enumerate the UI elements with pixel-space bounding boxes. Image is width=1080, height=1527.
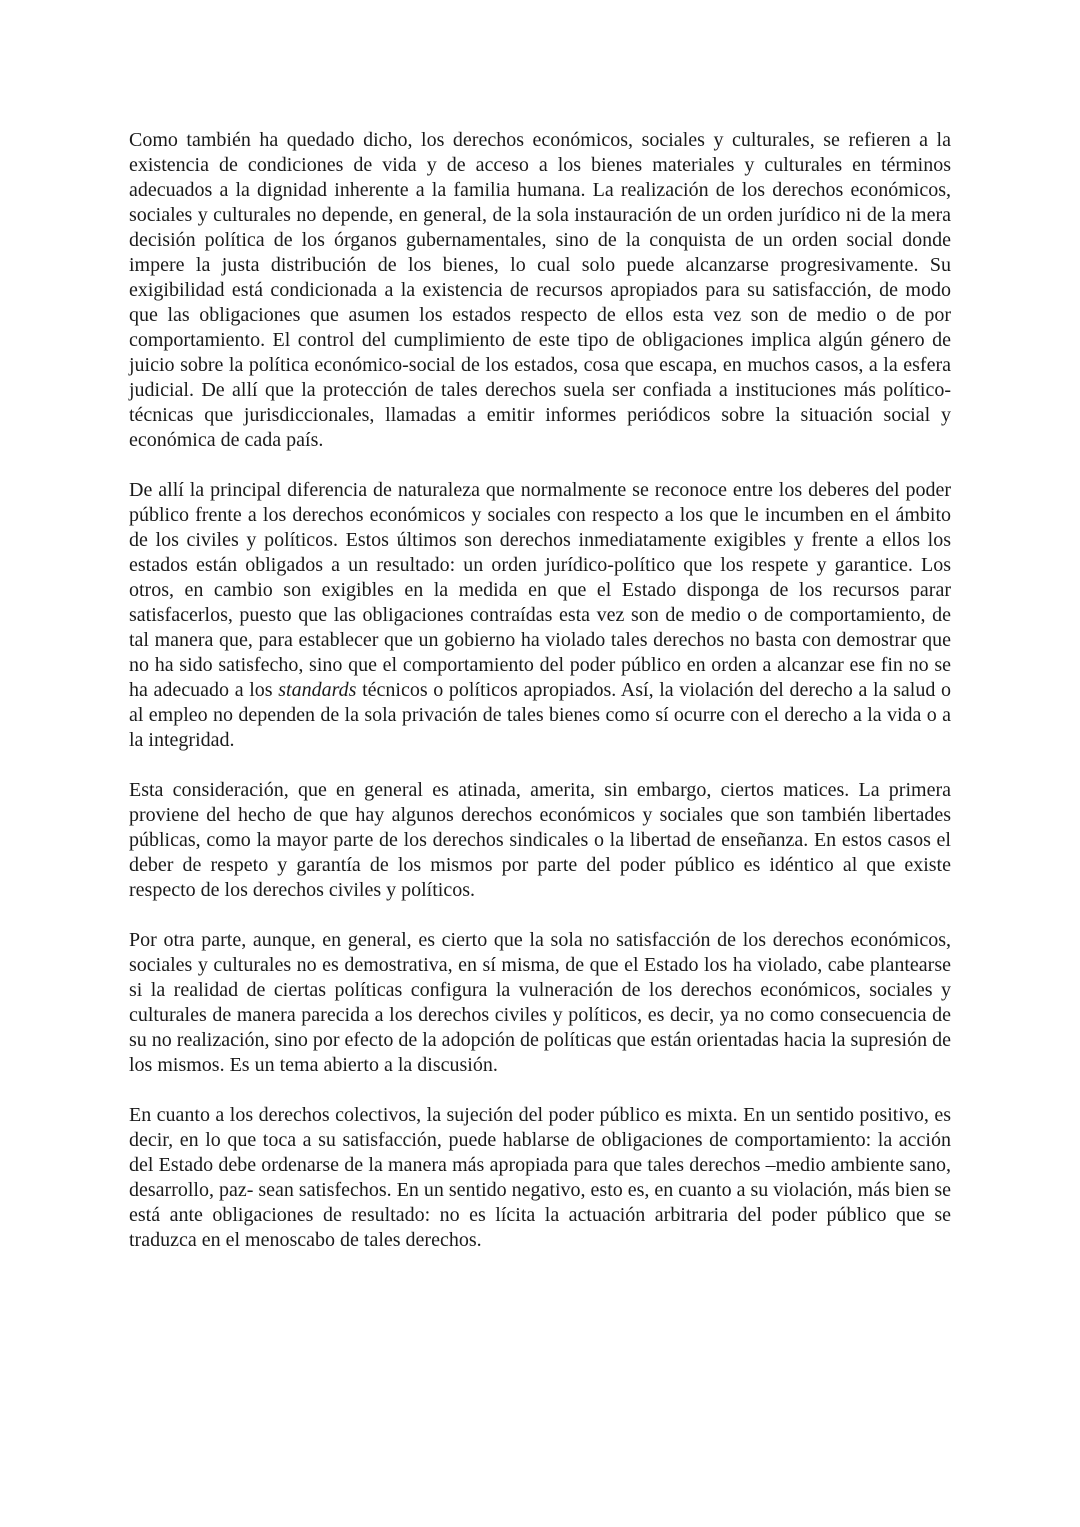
paragraph-2-text-start: De allí la principal diferencia de naturaleza que normalmente se reconoce entre los deberes del poder público frente a los derechos económicos y sociales con respecto a los que le incumben en el ámbito de los civiles y políticos. Estos últimos son derechos inmediatamente exigibles y frente a ellos los estados están obligados a un resultado: un orden jurídico-político que los respete y garantice. Los otros, en cambio son exigibles en la medida en que el Estado disponga de los recursos parar satisfacerlos, puesto que las obligaciones contraídas esta vez son de medio o de comportamiento, de tal manera que, para establecer que un gobierno ha violado tales derechos no basta con demostrar que no ha sido satisfecho, sino que el comportamiento del poder público en orden a alcanzar ese fin no se ha adecuado a los bbox=[129, 479, 951, 701]
paragraph-3: Esta consideración, que en general es atinada, amerita, sin embargo, ciertos matices. La primera proviene del hecho de que hay algunos derechos económicos y sociales que son también libertades públicas, como la mayor parte de los derechos sindicales o la libertad de enseñanza. En estos casos el deber de respeto y garantía de los mismos por parte del poder público es idéntico al que existe respecto de los derechos civiles y políticos. bbox=[129, 779, 951, 901]
italic-term-standards: standards bbox=[278, 679, 357, 701]
paragraph-2 bbox=[129, 478, 951, 753]
paragraph-5: En cuanto a los derechos colectivos, la sujeción del poder público es mixta. En un sentido positivo, es decir, en lo que toca a su satisfacción, puede hablarse de obligaciones de comportamiento: la acción del Estado debe ordenarse de la manera más apropiada para que tales derechos –medio ambiente sano, desarrollo, paz- sean satisfechos. En un sentido negativo, esto es, en cuanto a su violación, más bien se está ante obligaciones de resultado: no es lícita la actuación arbitraria del poder público que se traduzca en el menoscabo de tales derechos. bbox=[129, 1104, 951, 1251]
paragraph-2-text-end: técnicos o políticos apropiados. Así, la violación del derecho a la salud o al empleo no dependen de la sola privación de tales bienes como sí ocurre con el derecho a la vida o a la integridad. bbox=[129, 679, 951, 751]
document-page bbox=[129, 128, 951, 1253]
paragraph-1: Como también ha quedado dicho, los derechos económicos, sociales y culturales, se refieren a la existencia de condiciones de vida y de acceso a los bienes materiales y culturales en términos adecuados a la dignidad inherente a la familia humana. La realización de los derechos económicos, sociales y culturales no depende, en general, de la sola instauración de un orden jurídico ni de la mera decisión política de los órganos gubernamentales, sino de la conquista de un orden social donde impere la justa distribución de los bienes, lo cual solo puede alcanzarse progresivamente. Su exigibilidad está condicionada a la existencia de recursos apropiados para su satisfacción, de modo que las obligaciones que asumen los estados respecto de ellos esta vez son de medio o de por comportamiento. El control del cumplimiento de este tipo de obligaciones implica algún género de juicio sobre la política económico-social de los estados, cosa que escapa, en muchos casos, a la esfera judicial. De allí que la protección de tales derechos suela ser confiada a instituciones más político-técnicas que jurisdiccionales, llamadas a emitir informes periódicos sobre la situación social y económica de cada país. bbox=[129, 129, 951, 451]
paragraph-4: Por otra parte, aunque, en general, es cierto que la sola no satisfacción de los derechos económicos, sociales y culturales no es demostrativa, en sí misma, de que el Estado los ha violado, cabe plantearse si la realidad de ciertas políticas configura la vulneración de los derechos económicos, sociales y culturales de manera parecida a los derechos civiles y políticos, es decir, ya no como consecuencia de su no realización, sino por efecto de la adopción de políticas que están orientadas hacia la supresión de los mismos. Es un tema abierto a la discusión. bbox=[129, 929, 951, 1076]
